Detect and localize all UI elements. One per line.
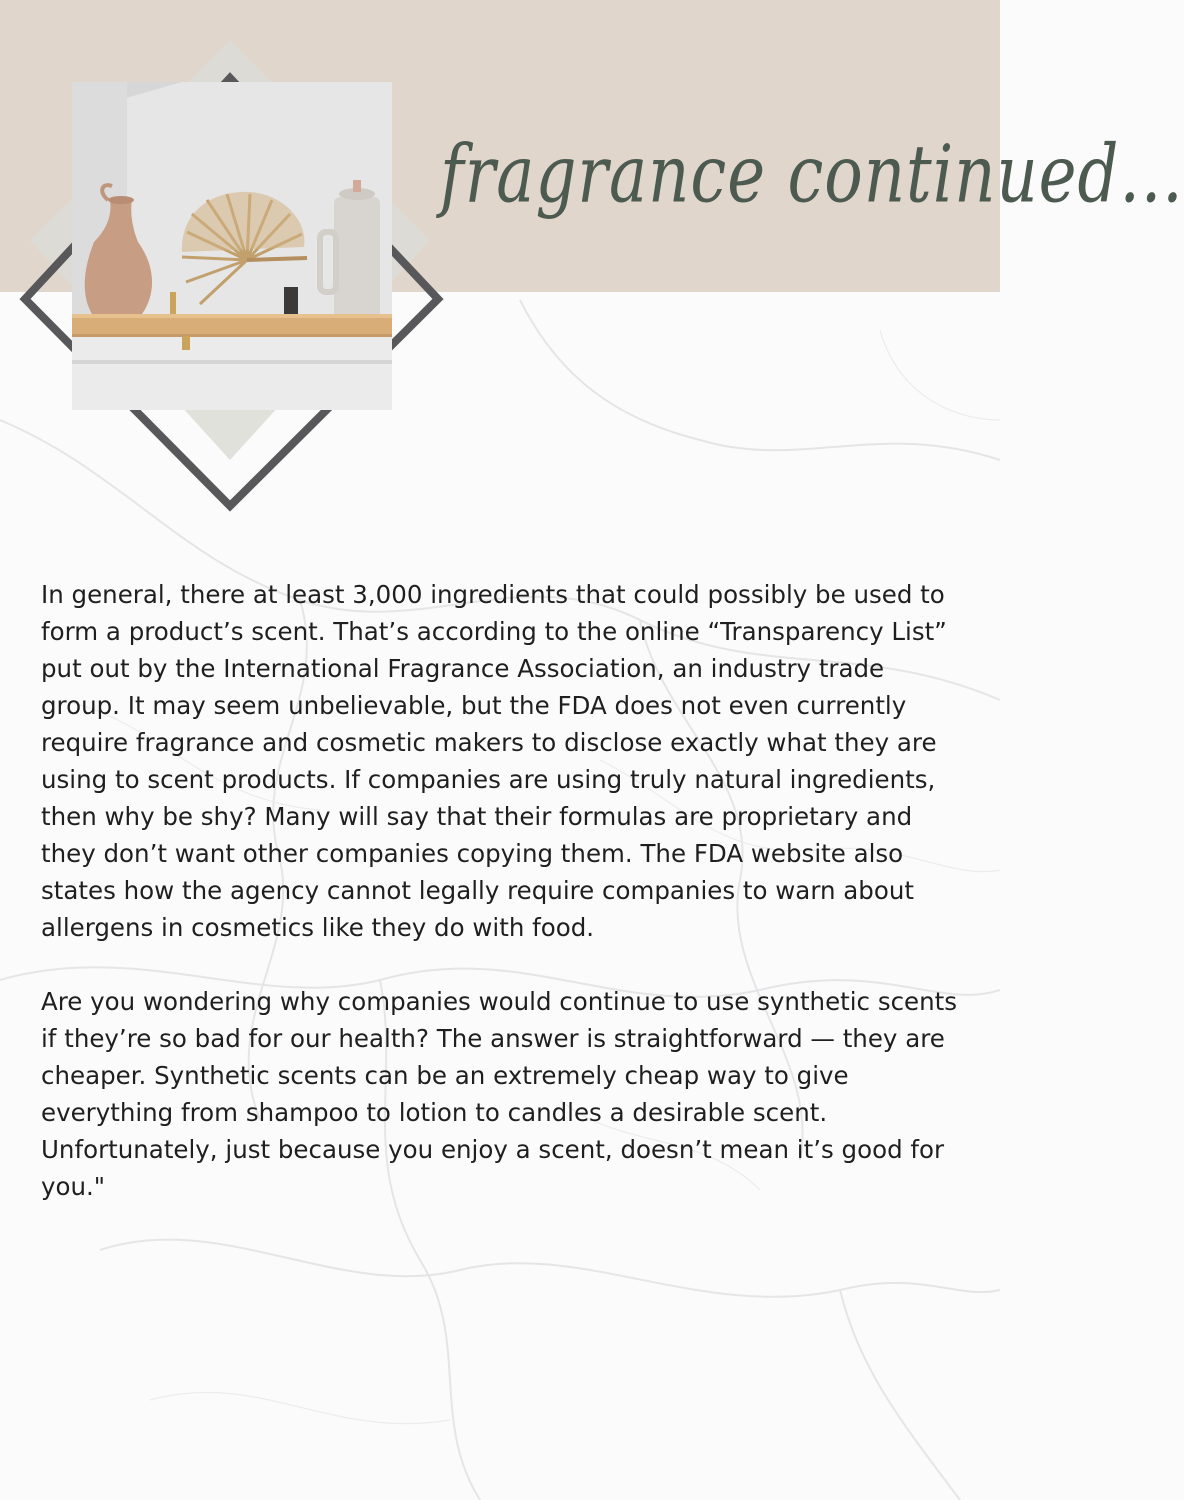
product-photo [72,82,392,410]
shelf-photo-illustration [72,82,392,410]
page-title: fragrance continued... [440,128,1184,222]
article-body [41,576,966,1242]
paragraph-1: In general, there at least 3,000 ingredients that could possibly be used to form a product’s scent. That’s according to the online “Transparency List” put out by the International Fragrance Association, an industry trade group. It may seem unbelievable, but the FDA does not even currently require fragrance and cosmetic makers to disclose exactly what they are using to scent products. If companies are using truly natural ingredients, then why be shy? Many will say that their formulas are proprietary and they don’t want other companies copying them. The FDA website also states how the agency cannot legally require companies to warn about allergens in cosmetics like they do with food. [41,580,947,942]
paragraph-2: Are you wondering why companies would continue to use synthetic scents if they’re so bad for our health? The answer is straightforward — they are cheaper. Synthetic scents can be an extremely cheap way to give everything from shampoo to lotion to candles a desirable scent. Unfortunately, just because you enjoy a scent, doesn’t mean it’s good for you." [41,987,958,1201]
